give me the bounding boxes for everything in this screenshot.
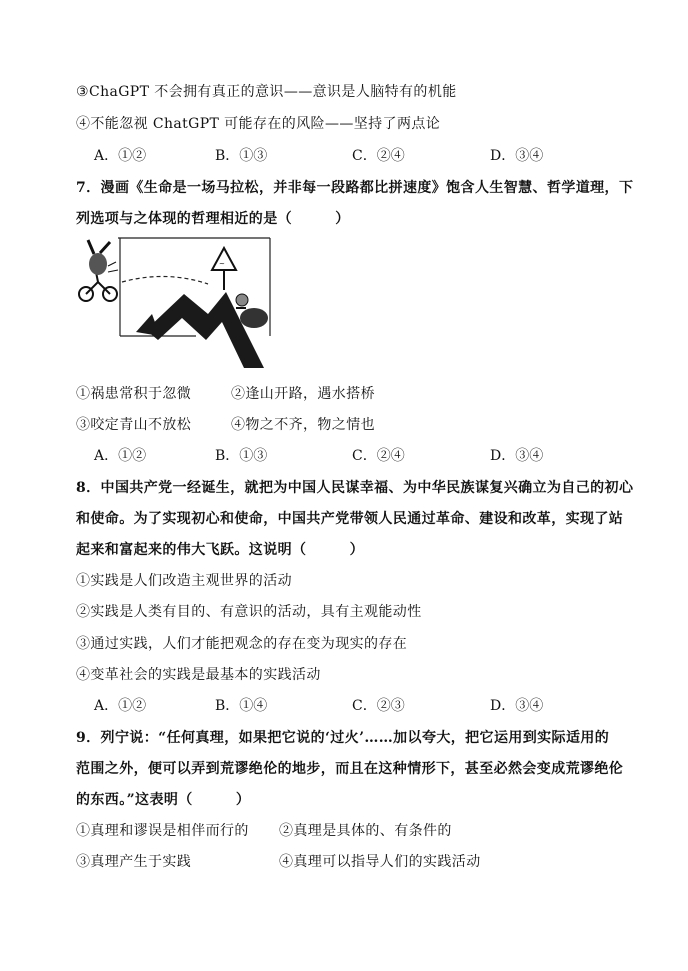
q6-item-4: ④不能忽视 ChatGPT 可能存在的风险——坚持了两点论 xyxy=(76,116,441,132)
q7-item-3: ③咬定青山不放松 xyxy=(76,417,192,433)
q9-item-1: ①真理和谬误是相伴而行的 xyxy=(76,823,249,839)
q7-item-2: ②逢山开路，遇水搭桥 xyxy=(231,386,375,402)
q8-stem-line1: 8．中国共产党一经诞生，就把为中国人民谋幸福、为中华民族谋复兴确立为自己的初心 xyxy=(76,480,634,496)
q7-option-a[interactable]: A．①② xyxy=(94,448,147,464)
q6-item-3: ③ChaGPT 不会拥有真正的意识——意识是人脑特有的机能 xyxy=(76,84,457,100)
q7-stem-line1: 7．漫画《生命是一场马拉松，并非每一段路都比拼速度》饱含人生智慧、哲学道理，下 xyxy=(76,180,634,196)
q8-item-3: ③通过实践，人们才能把观念的存在变为现实的存在 xyxy=(76,636,408,652)
q7-option-c[interactable]: C．②④ xyxy=(352,448,405,464)
q8-stem-line2: 和使命。为了实现初心和使命，中国共产党带领人民通过革命、建设和改革，实现了站 xyxy=(76,511,624,527)
q9-item-2: ②真理是具体的、有条件的 xyxy=(279,823,452,839)
q6-option-d[interactable]: D．③④ xyxy=(490,148,544,164)
q6-option-b[interactable]: B．①③ xyxy=(215,148,268,164)
q8-option-b[interactable]: B．①④ xyxy=(215,698,268,714)
q8-item-4: ④变革社会的实践是最基本的实践活动 xyxy=(76,667,321,683)
q6-option-c[interactable]: C．②④ xyxy=(352,148,405,164)
q9-item-4: ④真理可以指导人们的实践活动 xyxy=(279,854,481,870)
q7-item-4: ④物之不齐，物之情也 xyxy=(231,417,375,433)
q8-item-2: ②实践是人类有目的、有意识的活动，具有主观能动性 xyxy=(76,604,422,620)
q8-item-1: ①实践是人们改造主观世界的活动 xyxy=(76,573,292,589)
marathon-cartoon-image xyxy=(76,236,272,370)
q9-stem-line3: 的东西。”这表明（ ） xyxy=(76,792,251,808)
q8-option-a[interactable]: A．①② xyxy=(94,698,147,714)
q8-stem-line3: 起来和富起来的伟大飞跃。这说明（ ） xyxy=(76,542,364,558)
q7-option-d[interactable]: D．③④ xyxy=(490,448,544,464)
q8-option-d[interactable]: D．③④ xyxy=(490,698,544,714)
q7-option-b[interactable]: B．①③ xyxy=(215,448,268,464)
q7-stem-line2: 列选项与之体现的哲理相近的是（ ） xyxy=(76,211,350,227)
q8-option-c[interactable]: C．②③ xyxy=(352,698,405,714)
q9-stem-line2: 范围之外，便可以弄到荒谬绝伦的地步，而且在这种情形下，甚至必然会变成荒谬绝伦 xyxy=(76,761,624,777)
q9-item-3: ③真理产生于实践 xyxy=(76,854,192,870)
q7-item-1: ①祸患常积于忽微 xyxy=(76,386,192,402)
q9-stem-line1: 9．列宁说：“任何真理，如果把它说的‘过火’……加以夸大，把它运用到实际适用的 xyxy=(76,730,610,746)
svg-text:~: ~ xyxy=(219,260,225,268)
q6-option-a[interactable]: A．①② xyxy=(94,148,147,164)
